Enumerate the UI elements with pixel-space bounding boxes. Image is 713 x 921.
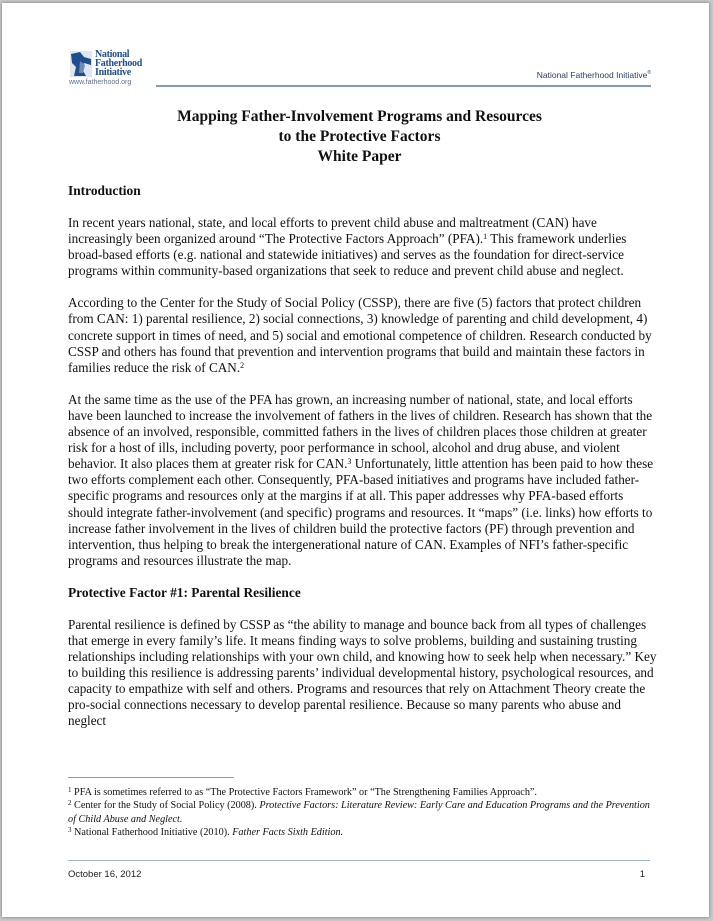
footnote-ref[interactable]: 1 <box>483 232 488 242</box>
footer-date: October 16, 2012 <box>68 869 142 880</box>
paragraph: According to the Center for the Study of Social Policy (CSSP), there are five (5) factors that protect children from CAN: 1) parental resilience, 2) social connections, 3) knowledge of parenting and child development, 4) concrete support in times of need, and 5) social and emotional competence of children. Research conducted by CSSP and others has found that prevention and intervention programs that build and maintain these factors in families reduce the risk of CAN.$^2$ <box>68 295 652 375</box>
page-header <box>68 49 651 89</box>
page-number: 1 <box>639 869 645 880</box>
header-org-name: National Fatherhood Initiative® <box>536 70 651 80</box>
document-page <box>2 3 709 917</box>
footnote-separator <box>68 777 234 778</box>
footnote-3: $^3$ National Fatherhood Initiative (2010). Father Facts Sixth Edition. <box>68 826 344 839</box>
title-line-2: to the Protective Factors <box>278 128 441 145</box>
father-child-hands-icon <box>70 51 92 77</box>
document-body <box>68 183 658 746</box>
section-heading-parental-resilience: Protective Factor #1: Parental Resilience <box>68 584 301 600</box>
footnotes <box>68 786 658 840</box>
logo-url: www.fatherhood.org <box>69 79 132 86</box>
paragraph: In recent years national, state, and local efforts to prevent child abuse and maltreatment (CAN) have increasingly been organized around “The Protective Factors Approach” (PFA).$^1$ This framework underlies broad-based efforts (e.g. national and statewide initiatives) and serves as the foundation for direct-service programs within community-based organizations that seek to reduce and prevent child abuse and neglect. <box>68 215 627 279</box>
nfi-logo <box>68 49 158 89</box>
footnote-ref[interactable]: 2 <box>240 360 245 370</box>
footnote-2: $^2$ Center for the Study of Social Policy (2008). Protective Factors: Literature Review: Early Care and Education Programs and the Prevention of Child Abuse and Neglect. <box>68 799 650 825</box>
footer-rule <box>68 860 650 861</box>
title-line-1: Mapping Father-Involvement Programs and Resources <box>177 108 542 125</box>
section-heading-introduction: Introduction <box>68 183 141 198</box>
footnote-1: $^1$ PFA is sometimes referred to as “The Protective Factors Framework” or “The Strengthening Families Approach”. <box>68 786 537 798</box>
logo-wordmark: National Fatherhood Initiative <box>95 49 143 78</box>
paragraph: Parental resilience is defined by CSSP as “the ability to manage and bounce back from all types of challenges that emerge in every family’s life. It means finding ways to solve problems, building and sustaining trusting relationships including relationships with your own child, and knowing how to seek help when necessary.” Key to building this resilience is addressing parents’ individual developmental history, psychological resources, and capacity to empathize with self and others. Programs and resources that rely on Attachment Theory create the pro-social connections necessary to develop parental resilience. Because so many parents who abuse and neglect <box>68 616 657 729</box>
footnote-ref[interactable]: 3 <box>347 457 352 467</box>
title-line-3: White Paper <box>317 148 402 165</box>
header-rule <box>156 85 651 87</box>
document-title <box>68 107 651 167</box>
paragraph: At the same time as the use of the PFA has grown, an increasing number of national, state, and local efforts have been launched to increase the involvement of fathers in the lives of children. Research has shown that the absence of an involved, responsible, committed fathers in the lives of children places those children at greater risk for a host of ills, including poverty, poor performance in school, alcohol and drug abuse, and violent behavior. It also places them at greater risk for CAN.$^3$ Unfortunately, little attention has been paid to how these two efforts complement each other. Consequently, PFA-based initiatives and programs have included father-specific programs and resources only at the margins if at all. This paper addresses why PFA-based efforts should integrate father-involvement (and specific) programs and resources. It “maps” (i.e. links) how efforts to increase father involvement in the lives of children build the protective factors (PF) through prevention and intervention, thus helping to break the intergenerational nature of CAN. Examples of NFI’s father-specific programs and resources illustrate the map. <box>68 391 654 568</box>
